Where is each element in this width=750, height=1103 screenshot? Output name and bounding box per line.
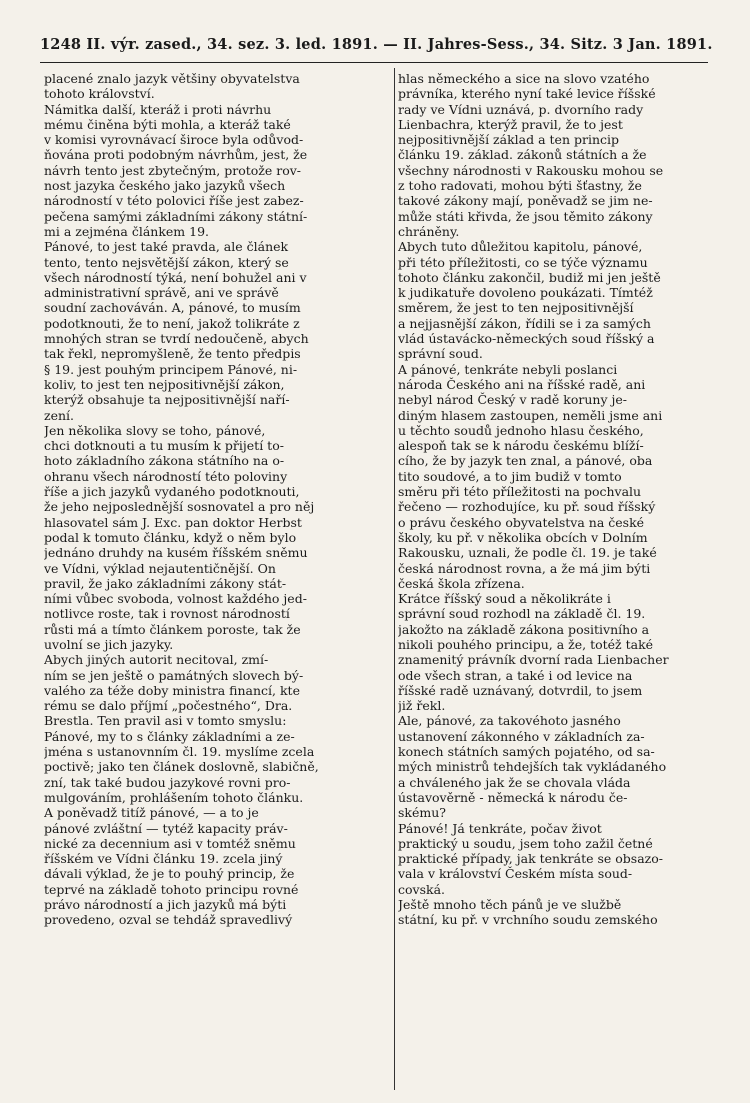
- text-line: takové zákony mají, poněvadž se jim ne-: [398, 193, 653, 209]
- text-line: Abych jiných autorit necitoval, zmí-: [44, 652, 269, 668]
- text-line: návrh tento jest zbytečným, protože rov-: [44, 162, 302, 178]
- header-rule: [40, 62, 708, 63]
- text-line: růsti má a tímto článkem poroste, tak že: [44, 621, 301, 637]
- text-line: chci dotknouti a tu musím k přijetí to-: [44, 438, 284, 454]
- text-line: Rakousku, uznali, že podle čl. 19. je také: [398, 545, 657, 561]
- text-line: rému se dalo příjmí „počestného“, Dra.: [44, 698, 293, 714]
- text-line: Jen několika slovy se toho, pánové,: [44, 422, 266, 438]
- text-line: právo národností a jich jazyků má býti: [44, 897, 287, 913]
- text-line: pravil, že jako základními zákony stát-: [44, 575, 287, 591]
- text-line: právníka, kterého nyní také levice říšské: [398, 86, 656, 102]
- text-line: Námitka další, kteráž i proti návrhu: [44, 101, 272, 117]
- text-line: ústavověrně - německá k národu če-: [398, 789, 628, 805]
- right-column: [398, 71, 740, 928]
- text-line: cího, že by jazyk ten znal, a pánové, oba: [398, 453, 653, 469]
- text-line: praktické případy, jak tenkráte se obsazo-: [398, 851, 664, 867]
- text-line: ve Vídni, výklad nejautentičnější. On: [44, 560, 276, 576]
- text-line: nejpositivnější základ a ten princip: [398, 132, 619, 148]
- text-line: hlasovatel sám J. Exc. pan doktor Herbst: [44, 514, 302, 530]
- text-line: Brestla. Ten pravil asi v tomto smyslu:: [44, 713, 287, 729]
- text-line: řečeno — rozhodujíce, ku př. soud říšský: [398, 499, 656, 515]
- text-line: znamenitý právník dvorní rada Lienbacher: [398, 652, 669, 668]
- text-line: Abych tuto důležitou kapitolu, pánové,: [398, 239, 643, 255]
- text-line: jména s ustanovnním čl. 19. myslíme zcela: [44, 744, 315, 760]
- text-line: všechny národnosti v Rakousku mohou se: [398, 162, 664, 178]
- text-line: Ještě mnoho těch pánů je ve službě: [398, 897, 622, 913]
- text-line: jakožto na základě zákona positivního a: [398, 621, 650, 637]
- text-line: směru při této příležitosti na pochvalu: [398, 484, 642, 500]
- text-line: mých ministrů tehdejších tak vykládaného: [398, 759, 667, 775]
- text-line: státní, ku př. v vrchního soudu zemského: [398, 912, 658, 928]
- text-line: národa Českého ani na říšské radě, ani: [398, 376, 646, 392]
- text-line: uvolní se jich jazyky.: [44, 636, 174, 652]
- text-line: jednáno druhdy na kusém říšském sněmu: [44, 545, 308, 561]
- text-line: notlivce roste, tak i rovnost národností: [44, 606, 290, 622]
- text-line: valého za téže doby ministra financí, kte: [44, 682, 300, 698]
- text-line: všech národností týká, není bohužel ani v: [44, 269, 307, 285]
- text-line: ními vůbec svoboda, volnost každého jed-: [44, 591, 307, 607]
- text-line: tak řekl, nepromyšleně, že tento předpis: [44, 346, 301, 362]
- text-line: chráněny.: [398, 223, 460, 239]
- text-line: Lienbachra, kterýž pravil, že to jest: [398, 116, 623, 132]
- text-line: podotknouti, že to není, jakož tolikráte z: [44, 315, 300, 331]
- text-line: ustanovení zákonného v základních za-: [398, 728, 645, 744]
- page-header: 1248 II. výr. zased., 34. sez. 3. led. 1891. — II. Jahres-Sess., 34. Sitz. 3 Jan. 1891.: [40, 36, 713, 53]
- text-line: zní, tak také budou jazykové rovni pro-: [44, 774, 291, 790]
- text-line: tito soudové, a to jim budiž v tomto: [398, 468, 622, 484]
- text-line: a nejjasnější zákon, řídili se i za samých: [398, 315, 651, 331]
- text-line: § 19. jest pouhým principem Pánové, ni-: [44, 361, 298, 377]
- left-column: [44, 71, 390, 928]
- text-line: teprvé na základě tohoto principu rovné: [44, 881, 299, 897]
- text-line: k judikatuře dovoleno poukázati. Tímtéž: [398, 285, 653, 301]
- text-line: může státi křivda, že jsou těmito zákony: [398, 208, 653, 224]
- text-line: placené znalo jazyk většiny obyvatelstva: [44, 71, 300, 86]
- text-line: diným hlasem zastoupen, neměli jsme ani: [398, 407, 663, 423]
- text-line: tento, tento nejsvětější zákon, který se: [44, 254, 289, 270]
- text-line: mému činěna býti mohla, a kteráž také: [44, 116, 291, 132]
- text-line: hlas německého a sice na slovo vzatého: [398, 71, 650, 86]
- text-line: o právu českého obyvatelstva na české: [398, 514, 645, 530]
- text-line: mi a zejména článkem 19.: [44, 223, 210, 239]
- text-line: alespoň tak se k národu českému blíží-: [398, 438, 644, 454]
- text-line: dávali výklad, že je to pouhý princip, že: [44, 866, 295, 882]
- text-line: ňována proti podobným návrhům, jest, že: [44, 147, 308, 163]
- text-line: správní soud rozhodl na základě čl. 19.: [398, 606, 646, 622]
- text-line: administrativní správě, ani ve správě: [44, 285, 279, 301]
- text-line: nost jazyka českého jako jazyků všech: [44, 178, 286, 194]
- text-line: pečena samými základními zákony státní-: [44, 208, 308, 224]
- text-line: zení.: [44, 407, 75, 423]
- text-line: provedeno, ozval se tehdáž spravedlivý: [44, 912, 293, 928]
- text-line: A poněvadž titíž pánové, — a to je: [44, 805, 259, 821]
- text-line: A pánové, tenkráte nebyli poslanci: [398, 361, 618, 377]
- text-line: v komisi vyrovnávací široce byla odůvod-: [44, 132, 304, 148]
- text-line: Pánové, my to s články základními a ze-: [44, 728, 295, 744]
- text-line: z toho radovati, mohou býti šťastny, že: [398, 178, 642, 194]
- text-line: říšské radě uznávaný, dotvrdil, to jsem: [398, 682, 643, 698]
- text-line: nikoli pouhého principu, a že, totéž také: [398, 636, 654, 652]
- text-line: vala v království Českém místa soud-: [398, 866, 633, 882]
- text-line: ohranu všech národností této poloviny: [44, 468, 288, 484]
- text-line: tohoto článku zakončil, budiž mi jen ještě: [398, 269, 661, 285]
- text-line: správní soud.: [398, 346, 483, 362]
- text-line: Ale, pánové, za takovéhoto jasného: [398, 713, 621, 729]
- text-line: rady ve Vídni uznává, p. dvorního rady: [398, 101, 644, 117]
- text-line: kterýž obsahuje ta nejpositivnější naří-: [44, 392, 290, 408]
- text-line: že jeho nejposlednější sosnovatel a pro něj: [44, 499, 315, 515]
- text-line: a chváleného jak že se chovala vláda: [398, 774, 631, 790]
- text-line: článku 19. základ. zákonů státních a že: [398, 147, 647, 163]
- text-line: hoto základního zákona státního na o-: [44, 453, 285, 469]
- text-line: mulgováním, prohlášením tohoto článku.: [44, 789, 304, 805]
- text-line: u těchto soudů jednoho hlasu českého,: [398, 422, 644, 438]
- text-line: říše a jich jazyků vydaného podotknouti,: [44, 484, 300, 500]
- column-divider: [394, 68, 395, 1090]
- text-line: praktický u soudu, jsem toho zažil četné: [398, 835, 653, 851]
- text-line: pánové zvláštní — tytéž kapacity práv-: [44, 820, 288, 836]
- text-line: školy, ku př. v několika obcích v Dolním: [398, 529, 648, 545]
- text-line: ode všech stran, a také i od levice na: [398, 667, 633, 683]
- text-line: koliv, to jest ten nejpositivnější zákon,: [44, 376, 285, 392]
- text-line: nické za decennium asi v tomtéž sněmu: [44, 835, 296, 851]
- text-line: Krátce říšský soud a několikráte i: [398, 591, 611, 607]
- text-line: nebyl národ Český v radě koruny je-: [398, 392, 627, 408]
- text-line: při této příležitosti, co se týče významu: [398, 254, 648, 270]
- text-line: mnohých stran se tvrdí nedoučeně, abych: [44, 331, 309, 347]
- text-line: národností v této polovici říše jest zabez-: [44, 193, 304, 209]
- text-line: česká národnost rovna, a že má jim býti: [398, 560, 651, 576]
- text-line: tohoto království.: [44, 86, 155, 102]
- text-line: Pánové, to jest také pravda, ale článek: [44, 239, 289, 255]
- text-line: podal k tomuto článku, když o něm bylo: [44, 529, 297, 545]
- text-line: soudní zachováván. A, pánové, to musím: [44, 300, 301, 316]
- text-line: konech státních samých pojatého, od sa-: [398, 744, 655, 760]
- text-line: již řekl.: [398, 698, 446, 714]
- text-line: skému?: [398, 805, 446, 821]
- text-line: česká škola zřízena.: [398, 575, 525, 591]
- text-line: říšském ve Vídni článku 19. zcela jiný: [44, 851, 283, 867]
- text-line: vlád ústavácko-německých soud říšský a: [398, 331, 655, 347]
- text-line: Pánové! Já tenkráte, počav život: [398, 820, 602, 836]
- text-line: směrem, že jest to ten nejpositivnější: [398, 300, 634, 316]
- text-line: ním se jen ještě o památných slovech bý-: [44, 667, 304, 683]
- text-line: covská.: [398, 881, 446, 897]
- text-line: poctivě; jako ten článek doslovně, slabičně,: [44, 759, 319, 775]
